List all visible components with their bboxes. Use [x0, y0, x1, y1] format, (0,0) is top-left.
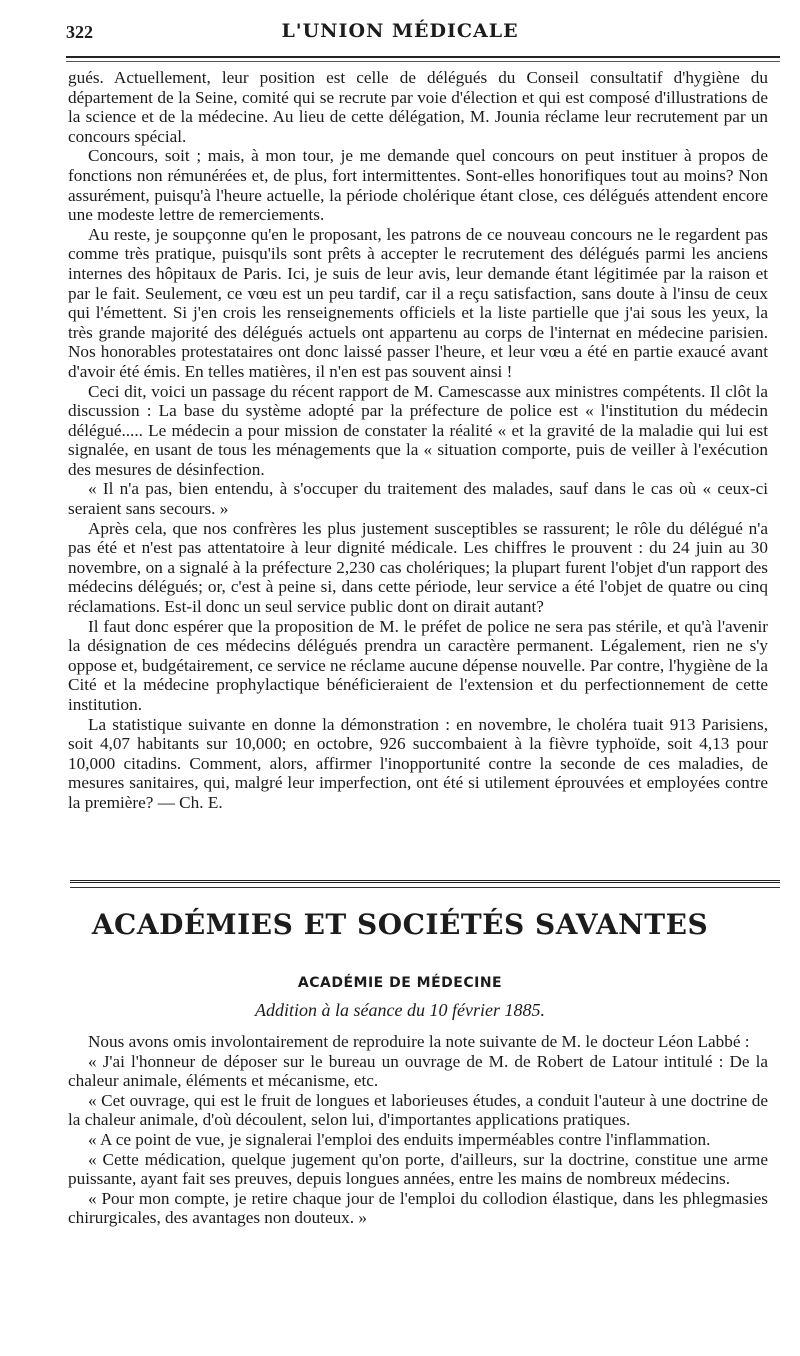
section-paragraph: « A ce point de vue, je signalerai l'emploi des enduits imperméables contre l'inflammation.: [88, 1129, 711, 1149]
section-paragraph: « Cette médication, quelque jugement qu'on porte, d'ailleurs, sur la doctrine, constitue une arme puissante, ayant fait ses preuves, depuis longues années, entre les mains de nombreux médecins.: [68, 1149, 768, 1189]
section-title: ACADÉMIES ET SOCIÉTÉS SAVANTES: [91, 908, 709, 941]
section-divider: [70, 880, 780, 886]
article-paragraph: Après cela, que nos confrères les plus justement susceptibles se rassurent; le rôle du délégué n'a pas été et n'est pas attentatoire à leur dignité médicale. Les chiffres le prouvent : du 24 juin au 30 novembre, on a signalé à la préfecture 2,230 cas cholériques; la plupart furent l'objet d'un rapport des médecins délégués; or, c'est à peine si, dans cette période, leur service a été l'objet de quatre ou cinq réclamations. Est-il donc un seul service public dont on dirait autant?: [68, 518, 768, 617]
section-paragraph: « Cet ouvrage, qui est le fruit de longues et laborieuses études, a conduit l'auteur à une doctrine de la chaleur animale, d'où découlent, selon lui, d'importantes applications pratiques.: [68, 1090, 768, 1130]
section-body: [68, 1032, 768, 1228]
article-paragraph: Il faut donc espérer que la proposition de M. le préfet de police ne sera pas stérile, et qu'à l'avenir la désignation de ces médecins délégués prendra un caractère permanent. Légalement, rien ne s'y oppose et, budgétairement, ce service ne réclame aucune dépense nouvelle. Par contre, l'hygiène de la Cité et la médecine prophylactique bénéficieraient de l'extension et du perfectionnement de cette institution.: [68, 616, 768, 714]
section-paragraph: « J'ai l'honneur de déposer sur le bureau un ouvrage de M. de Robert de Latour intitulé : De la chaleur animale, éléments et mécanisme, etc.: [68, 1051, 768, 1091]
article-paragraph: Concours, soit ; mais, à mon tour, je me demande quel concours on peut instituer à propos de fonctions non rémunérées et, de plus, fort intermittentes. Sont-elles honorifiques tout au moins? Non assurément, puisqu'à l'heure actuelle, la période cholérique étant close, ces délégués attendent encore une modeste lettre de remerciements.: [68, 146, 768, 225]
section-subtitle: ACADÉMIE DE MÉDECINE: [297, 975, 503, 991]
section-paragraph: Nous avons omis involontairement de reproduire la note suivante de M. le docteur Léon Labbé :: [88, 1032, 750, 1051]
article-quote: « Il n'a pas, bien entendu, à s'occuper du traitement des malades, sauf dans le cas où « ceux-ci seraient sans secours. »: [68, 479, 768, 519]
article-body: [68, 68, 768, 813]
section-paragraph: « Pour mon compte, je retire chaque jour de l'emploi du collodion élastique, dans les phlegmasies chirurgicales, des avantages non douteux. »: [68, 1188, 768, 1228]
article-paragraph: gués. Actuellement, leur position est celle de délégués du Conseil consultatif d'hygiène du département de la Seine, comité qui se recrute par voie d'élection et qui est composé d'illustrations de la science et de la médecine. Au lieu de cette délégation, M. Jounia réclame leur recrutement par un concours spécial.: [68, 68, 768, 146]
article-paragraph: Au reste, je soupçonne qu'en le proposant, les patrons de ce nouveau concours ne le regardent pas comme très pratique, puisqu'ils sont prêts à accepter le recrutement des délégués parmi les anciens internes des hôpitaux de Paris. Ici, je suis de leur avis, leur demande étant légitimée par la raison et par le fait. Seulement, ce vœu est un peu tardif, car il a reçu satisfaction, sans doute à l'insu de ceux qui l'émettent. Si j'en crois les renseignements officiels et la liste partielle que j'ai sous les yeux, la très grande majorité des délégués actuels ont appartenu au corps de l'internat en médecine parisien. Nos honorables protestataires ont donc laissé passer l'heure, et leur vœu a été en partie exaucé avant d'avoir été émis. En telles matières, il n'en est pas souvent ainsi !: [68, 224, 768, 381]
article-paragraph: Ceci dit, voici un passage du récent rapport de M. Camescasse aux ministres compétents. Il clôt la discussion : La base du système adopté par la préfecture de police est « l'institution du médecin délégué..... Le médecin a pour mission de constater la réalité « et la gravité de la maladie qui lui est signalée, en usant de tous les ménagements que la « situation comporte, puis de veiller à l'exécution des mesures de désinfection.: [68, 381, 768, 479]
section-divider-thin: [70, 887, 780, 888]
page-number: 322: [66, 22, 93, 42]
session-heading: Addition à la séance du 10 février 1885.: [255, 1000, 545, 1020]
running-title: L'UNION MÉDICALE: [281, 20, 519, 42]
header-rule: [66, 56, 780, 58]
header-rule-thin: [66, 61, 780, 62]
article-paragraph: La statistique suivante en donne la démonstration : en novembre, le choléra tuait 913 Parisiens, soit 4,07 habitants sur 10,000; en octobre, 926 succombaient à la fièvre typhoïde, soit 4,13 pour 10,000 citadins. Comment, alors, affirmer l'inopportunité contre la seconde de ces maladies, de mesures sanitaires, qui, malgré leur imperfection, ont été si utilement éprouvées et employées contre la première? — Ch. E.: [68, 714, 768, 812]
